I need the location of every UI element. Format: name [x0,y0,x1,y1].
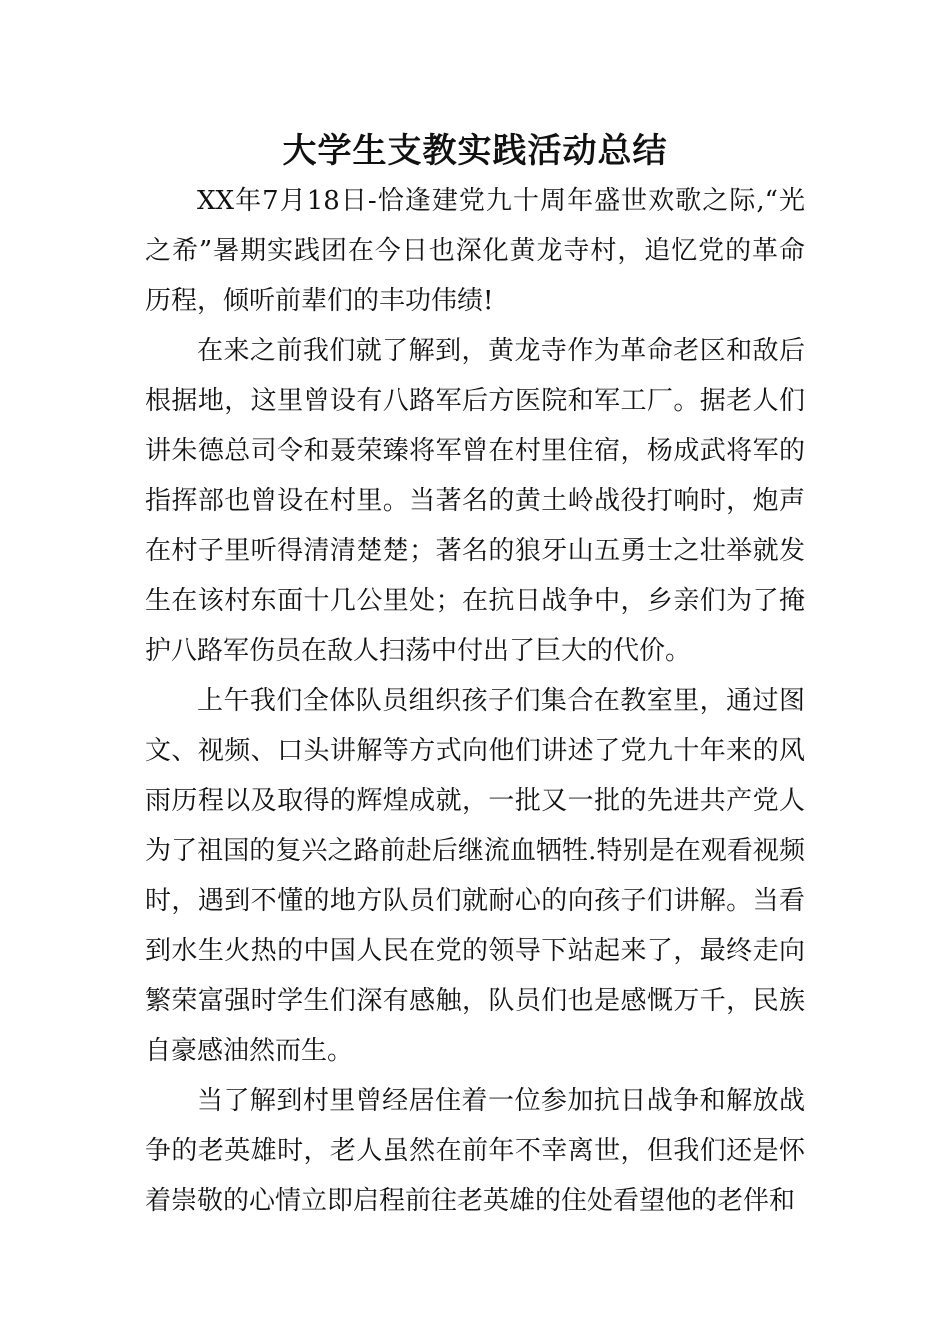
document-title: 大学生支教实践活动总结 [282,131,668,171]
paragraph: 上午我们全体队员组织孩子们集合在教室里，通过图文、视频、口头讲解等方式向他们讲述了党九十年来的风雨历程以及取得的辉煌成就，一批又一批的先进共产党人为了祖国的复兴之路前赴后继流血牺牲.特别是在观看视频时，遇到不懂的地方队员们就耐心的向孩子们讲解。当看到水生火热的中国人民在党的领导下站起来了，最终走向繁荣富强时学生们深有感触，队员们也是感慨万千，民族自豪感油然而生。 [145,686,805,1066]
document-body [145,176,805,1226]
paragraph: 在来之前我们就了解到，黄龙寺作为革命老区和敌后根据地，这里曾设有八路军后方医院和军工厂。据老人们讲朱德总司令和聂荣臻将军曾在村里住宿，杨成武将军的指挥部也曾设在村里。当著名的黄土岭战役打响时，炮声在村子里听得清清楚楚；著名的狼牙山五勇士之壮举就发生在该村东面十几公里处；在抗日战争中，乡亲们为了掩护八路军伤员在敌人扫荡中付出了巨大的代价。 [145,336,805,666]
paragraph: 当了解到村里曾经居住着一位参加抗日战争和解放战争的老英雄时，老人虽然在前年不幸离世，但我们还是怀着崇敬的心情立即启程前往老英雄的住处看望他的老伴和 [145,1086,805,1216]
paragraph: XX年7月18日-恰逢建党九十周年盛世欢歌之际,“光之希”暑期实践团在今日也深化黄龙寺村，追忆党的革命历程，倾听前辈们的丰功伟绩! [145,186,805,316]
